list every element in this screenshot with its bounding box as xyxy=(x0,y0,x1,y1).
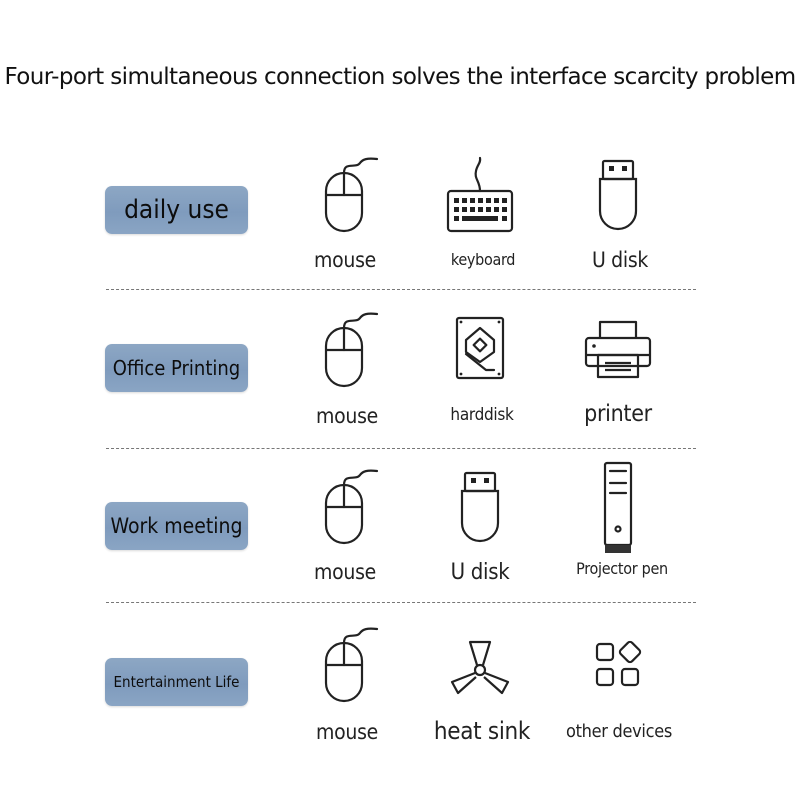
item-label: mouse xyxy=(314,560,376,584)
item-label: other devices xyxy=(565,721,673,742)
usb-drive-icon xyxy=(440,467,520,551)
item-label: printer xyxy=(584,401,652,427)
item-label: mouse xyxy=(314,248,376,272)
item-label: mouse xyxy=(316,404,378,428)
mouse-icon xyxy=(304,467,384,551)
fan-icon xyxy=(440,630,520,714)
category-pill-entertainment-life xyxy=(105,658,248,706)
usb-drive-icon xyxy=(578,155,658,239)
page-title: Four-port simultaneous connection solves the interface scarcity problem xyxy=(4,64,796,90)
hard-disk-icon xyxy=(440,310,520,394)
item-label: U disk xyxy=(450,560,510,585)
mouse-icon xyxy=(304,155,384,239)
printer-icon xyxy=(578,310,658,394)
item-label: mouse xyxy=(316,720,378,744)
item-label: keyboard xyxy=(450,250,516,269)
grid-apps-icon xyxy=(578,630,658,714)
mouse-icon xyxy=(304,625,384,709)
category-label: daily use xyxy=(124,195,229,225)
category-pill-work-meeting xyxy=(105,502,248,550)
projector-pen-icon xyxy=(578,459,658,555)
row-divider xyxy=(106,448,696,449)
item-label: harddisk xyxy=(450,405,514,425)
item-label: U disk xyxy=(591,248,649,272)
item-label: Projector pen xyxy=(576,559,668,578)
category-label: Office Printing xyxy=(112,356,241,380)
mouse-icon xyxy=(304,310,384,394)
category-pill-office-printing xyxy=(105,344,248,392)
category-label: Work meeting xyxy=(110,514,243,538)
item-label: heat sink xyxy=(433,717,531,745)
keyboard-icon xyxy=(440,155,520,239)
row-divider xyxy=(106,289,696,290)
category-label: Entertainment Life xyxy=(113,673,240,691)
category-pill-daily-use xyxy=(105,186,248,234)
row-divider xyxy=(106,602,696,603)
